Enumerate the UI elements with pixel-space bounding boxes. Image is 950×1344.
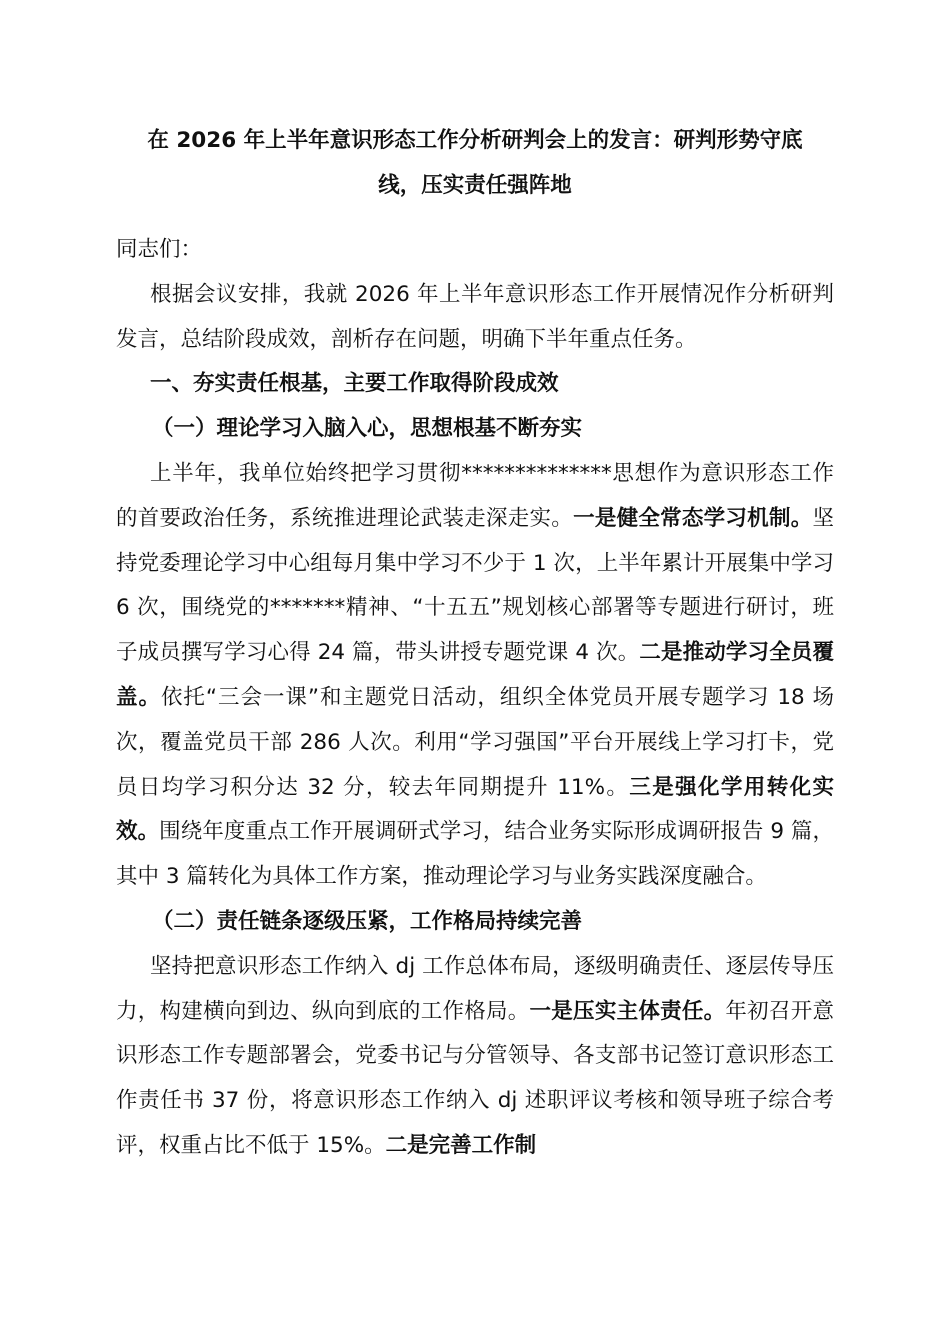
subsection-2-paragraph bbox=[116, 945, 834, 1169]
section-1-heading: 一、夯实责任根基，主要工作取得阶段成效 bbox=[150, 371, 559, 397]
point-1-heading: 一是压实主体责任。 bbox=[529, 998, 726, 1024]
point-1-text: 年初召开意识形态工作专题部署会，党委书记与分管领导、各支部书记签订意识形态工作责任书 37 份，将意识形态工作纳入 dj 述职评议考核和领导班子综合考评，权重占比不低于 15%。 bbox=[116, 998, 834, 1158]
point-1-heading: 一是健全常态学习机制。 bbox=[573, 505, 813, 531]
subsection-1-heading: （一）理论学习入脑入心，思想根基不断夯实 bbox=[152, 416, 583, 442]
point-3-text: 围绕年度重点工作开展调研式学习，结合业务实际形成调研报告 9 篇，其中 3 篇转化为具体工作方案，推动理论学习与业务实践深度融合。 bbox=[116, 819, 834, 890]
point-2-heading: 二是完善工作制 bbox=[385, 1132, 537, 1158]
subsection-1-paragraph bbox=[116, 452, 834, 900]
paragraph-intro-text: 上半年，我单位始终把学习贯彻**************思想作为意识形态工作的首要政治任务，系统推进理论武装走深走实。 bbox=[116, 460, 834, 531]
salutation: 同志们： bbox=[116, 237, 203, 262]
document-title bbox=[116, 118, 834, 208]
point-2-heading: 二是推动学习全员覆盖。 bbox=[116, 640, 834, 710]
title-line-1: 在 2026 年上半年意识形态工作分析研判会上的发言：研判形势守底 bbox=[147, 128, 803, 153]
title-line-2: 线，压实责任强阵地 bbox=[378, 173, 572, 198]
subsection-2-heading: （二）责任链条逐级压紧，工作格局持续完善 bbox=[152, 908, 583, 934]
point-1-text: 坚持党委理论学习中心组每月集中学习不少于 1 次，上半年累计开展集中学习 6 次，围绕党的*******精神、“十五五”规划核心部署等专题进行研讨，班子成员撰写学习心得 24 篇，带头讲授专题党课 4 次。 bbox=[116, 505, 834, 666]
point-2-text: 依托“三会一课”和主题党日活动，组织全体党员开展专题学习 18 场次，覆盖党员干部 286 人次。利用“学习强国”平台开展线上学习打卡，党员日均学习积分达 32 分，较去年同期提升 11%。 bbox=[116, 684, 834, 800]
paragraph-intro-text: 坚持把意识形态工作纳入 dj 工作总体布局，逐级明确责任、逐层传导压力，构建横向到边、纵向到底的工作格局。 bbox=[116, 953, 834, 1024]
point-3-heading: 三是强化学用转化实效。 bbox=[116, 774, 834, 845]
intro-paragraph: 根据会议安排，我就 2026 年上半年意识形态工作开展情况作分析研判发言，总结阶段成效，剖析存在问题，明确下半年重点任务。 bbox=[116, 281, 834, 352]
